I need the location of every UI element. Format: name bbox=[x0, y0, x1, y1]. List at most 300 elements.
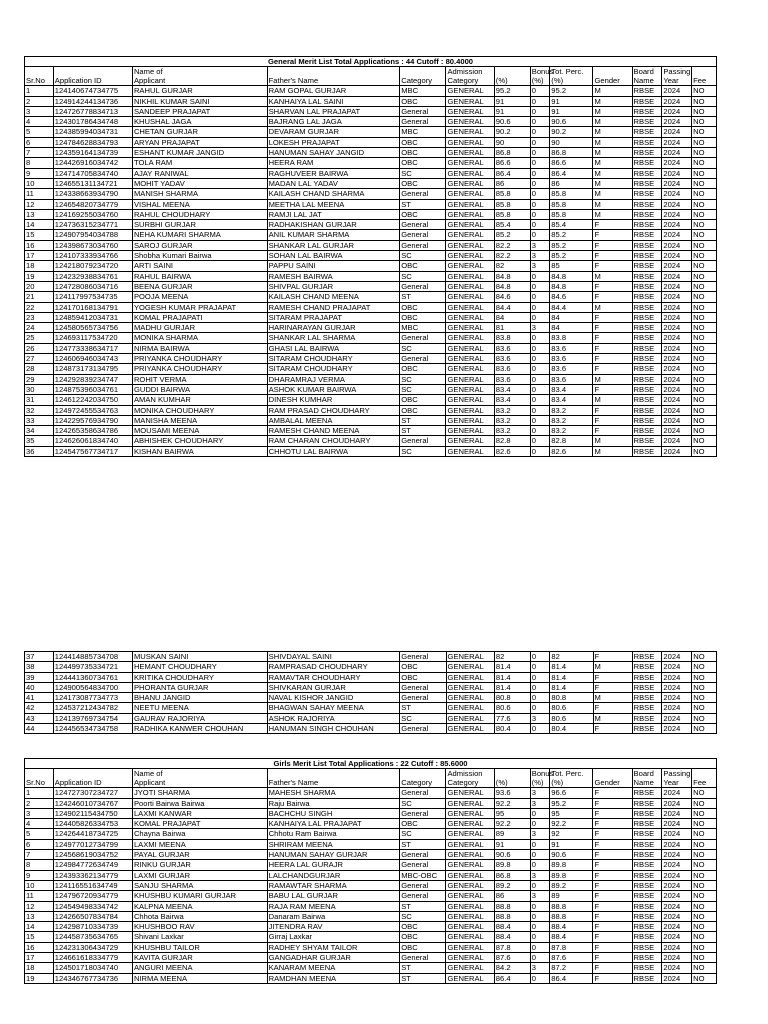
cell-board-name: RBSE bbox=[632, 415, 662, 425]
cell-application-id: 124232938834761 bbox=[53, 271, 132, 281]
cell-board-name: RBSE bbox=[632, 932, 662, 942]
cell-category: OBC bbox=[400, 942, 446, 952]
cell-board-name: RBSE bbox=[632, 189, 662, 199]
cell-passing-year: 2024 bbox=[662, 292, 692, 302]
cell-bonus: 0 bbox=[530, 839, 550, 849]
cell-total-percent: 91 bbox=[550, 106, 593, 116]
cell-total-percent: 80.6 bbox=[550, 703, 593, 713]
cell-admission-category: GENERAL bbox=[446, 798, 494, 808]
cell-sr-no: 28 bbox=[25, 364, 54, 374]
cell-admission-category: GENERAL bbox=[446, 436, 494, 446]
cell-admission-category: GENERAL bbox=[446, 860, 494, 870]
cell-gender: F bbox=[593, 973, 632, 983]
cell-fee: NO bbox=[692, 251, 717, 261]
cell-fee: NO bbox=[692, 354, 717, 364]
cell-category: General bbox=[400, 106, 446, 116]
cell-father-name: BACHCHU SINGH bbox=[267, 808, 400, 818]
col-fee: Fee bbox=[692, 67, 717, 86]
cell-percent: 83.2 bbox=[494, 405, 530, 415]
table-row bbox=[25, 220, 717, 230]
cell-application-id: 124229576934790 bbox=[53, 415, 132, 425]
cell-gender: M bbox=[593, 395, 632, 405]
cell-gender: F bbox=[593, 932, 632, 942]
col-sr-no: Sr.No bbox=[25, 769, 54, 788]
cell-total-percent: 84.4 bbox=[550, 302, 593, 312]
cell-total-percent: 85.2 bbox=[550, 230, 593, 240]
cell-applicant-name: ROHIT VERMA bbox=[132, 374, 267, 384]
table-row bbox=[25, 302, 717, 312]
cell-bonus: 0 bbox=[530, 117, 550, 127]
table-row bbox=[25, 891, 717, 901]
cell-category: SC bbox=[400, 911, 446, 921]
cell-applicant-name: MOUSAMI MEENA bbox=[132, 426, 267, 436]
cell-bonus: 0 bbox=[530, 271, 550, 281]
cell-admission-category: GENERAL bbox=[446, 323, 494, 333]
cell-fee: NO bbox=[692, 117, 717, 127]
cell-passing-year: 2024 bbox=[662, 395, 692, 405]
col-percent: (%) bbox=[494, 769, 530, 788]
cell-category: General bbox=[400, 117, 446, 127]
table-row bbox=[25, 850, 717, 860]
cell-total-percent: 86 bbox=[550, 178, 593, 188]
cell-applicant-name: PRIYANKA CHOUDHARY bbox=[132, 364, 267, 374]
cell-board-name: RBSE bbox=[632, 829, 662, 839]
cell-father-name: RAMESH BAIRWA bbox=[267, 271, 400, 281]
cell-admission-category: GENERAL bbox=[446, 106, 494, 116]
cell-admission-category: GENERAL bbox=[446, 901, 494, 911]
cell-application-id: 124441360734761 bbox=[53, 672, 132, 682]
cell-passing-year: 2024 bbox=[662, 911, 692, 921]
table-row bbox=[25, 652, 717, 662]
cell-bonus: 3 bbox=[530, 829, 550, 839]
cell-gender: M bbox=[593, 662, 632, 672]
cell-bonus: 0 bbox=[530, 932, 550, 942]
cell-total-percent: 86.6 bbox=[550, 158, 593, 168]
cell-application-id: 124626061834740 bbox=[53, 436, 132, 446]
table-row bbox=[25, 662, 717, 672]
cell-applicant-name: ARYAN PRAJAPAT bbox=[132, 137, 267, 147]
cell-gender: F bbox=[593, 220, 632, 230]
cell-board-name: RBSE bbox=[632, 713, 662, 723]
cell-percent: 82.6 bbox=[494, 446, 530, 456]
cell-gender: M bbox=[593, 178, 632, 188]
cell-sr-no: 20 bbox=[25, 281, 54, 291]
cell-total-percent: 85.2 bbox=[550, 251, 593, 261]
cell-total-percent: 90.2 bbox=[550, 127, 593, 137]
cell-admission-category: GENERAL bbox=[446, 199, 494, 209]
cell-application-id: 124612242034750 bbox=[53, 395, 132, 405]
cell-gender: M bbox=[593, 189, 632, 199]
cell-bonus: 3 bbox=[530, 251, 550, 261]
cell-bonus: 3 bbox=[530, 788, 550, 798]
cell-admission-category: GENERAL bbox=[446, 354, 494, 364]
cell-total-percent: 83.2 bbox=[550, 405, 593, 415]
cell-passing-year: 2024 bbox=[662, 127, 692, 137]
cell-application-id: 124914244134736 bbox=[53, 96, 132, 106]
cell-bonus: 0 bbox=[530, 953, 550, 963]
cell-gender: F bbox=[593, 230, 632, 240]
cell-father-name: RAM CHARAN CHOUDHARY bbox=[267, 436, 400, 446]
cell-passing-year: 2024 bbox=[662, 436, 692, 446]
cell-father-name: Raju Bairwa bbox=[267, 798, 400, 808]
cell-father-name: SHANKAR LAL GURJAR bbox=[267, 240, 400, 250]
cell-admission-category: GENERAL bbox=[446, 426, 494, 436]
cell-total-percent: 88.8 bbox=[550, 911, 593, 921]
cell-fee: NO bbox=[692, 230, 717, 240]
cell-passing-year: 2024 bbox=[662, 405, 692, 415]
cell-application-id: 124292839234747 bbox=[53, 374, 132, 384]
cell-percent: 95 bbox=[494, 808, 530, 818]
cell-percent: 84 bbox=[494, 312, 530, 322]
cell-gender: M bbox=[593, 148, 632, 158]
cell-percent: 95.2 bbox=[494, 86, 530, 96]
col-application-id: Application ID bbox=[53, 67, 132, 86]
cell-applicant-name: CHETAN GURJAR bbox=[132, 127, 267, 137]
cell-passing-year: 2024 bbox=[662, 446, 692, 456]
cell-percent: 88.4 bbox=[494, 922, 530, 932]
cell-applicant-name: KRITIKA CHOUDHARY bbox=[132, 672, 267, 682]
cell-sr-no: 16 bbox=[25, 942, 54, 952]
cell-father-name: SHIVDAYAL SAINI bbox=[267, 652, 400, 662]
cell-board-name: RBSE bbox=[632, 911, 662, 921]
table-row bbox=[25, 911, 717, 921]
cell-total-percent: 95.2 bbox=[550, 798, 593, 808]
cell-fee: NO bbox=[692, 158, 717, 168]
cell-father-name: KANARAM MEENA bbox=[267, 963, 400, 973]
cell-father-name: Danaram Bairwa bbox=[267, 911, 400, 921]
cell-bonus: 3 bbox=[530, 891, 550, 901]
cell-fee: NO bbox=[692, 808, 717, 818]
cell-passing-year: 2024 bbox=[662, 220, 692, 230]
table-row bbox=[25, 117, 717, 127]
cell-category: MBC bbox=[400, 86, 446, 96]
table-row bbox=[25, 137, 717, 147]
cell-board-name: RBSE bbox=[632, 251, 662, 261]
cell-gender: M bbox=[593, 713, 632, 723]
cell-category: General bbox=[400, 682, 446, 692]
cell-bonus: 0 bbox=[530, 703, 550, 713]
cell-bonus: 0 bbox=[530, 395, 550, 405]
cell-passing-year: 2024 bbox=[662, 323, 692, 333]
cell-sr-no: 8 bbox=[25, 158, 54, 168]
cell-board-name: RBSE bbox=[632, 86, 662, 96]
cell-fee: NO bbox=[692, 384, 717, 394]
cell-sr-no: 12 bbox=[25, 199, 54, 209]
cell-bonus: 0 bbox=[530, 880, 550, 890]
cell-sr-no: 1 bbox=[25, 86, 54, 96]
cell-father-name: RADHAKISHAN GURJAR bbox=[267, 220, 400, 230]
cell-applicant-name: KISHAN BAIRWA bbox=[132, 446, 267, 456]
cell-sr-no: 7 bbox=[25, 850, 54, 860]
cell-fee: NO bbox=[692, 870, 717, 880]
cell-bonus: 0 bbox=[530, 901, 550, 911]
cell-applicant-name: KHUSHBU KUMARI GURJAR bbox=[132, 891, 267, 901]
cell-total-percent: 83.6 bbox=[550, 354, 593, 364]
cell-passing-year: 2024 bbox=[662, 662, 692, 672]
cell-board-name: RBSE bbox=[632, 973, 662, 983]
cell-admission-category: GENERAL bbox=[446, 932, 494, 942]
cell-total-percent: 85.8 bbox=[550, 189, 593, 199]
cell-applicant-name: Chayna Bairwa bbox=[132, 829, 267, 839]
cell-bonus: 0 bbox=[530, 209, 550, 219]
table-row bbox=[25, 158, 717, 168]
cell-father-name: HANUMAN SAHAY JANGID bbox=[267, 148, 400, 158]
cell-father-name: SITARAM CHOUDHARY bbox=[267, 364, 400, 374]
cell-gender: M bbox=[593, 446, 632, 456]
cell-fee: NO bbox=[692, 891, 717, 901]
cell-gender: F bbox=[593, 672, 632, 682]
cell-admission-category: GENERAL bbox=[446, 158, 494, 168]
cell-applicant-name: KHUSHAL JAGA bbox=[132, 117, 267, 127]
cell-applicant-name: LAXMI MEENA bbox=[132, 839, 267, 849]
cell-father-name: DEVARAM GURJAR bbox=[267, 127, 400, 137]
cell-application-id: 124170168134791 bbox=[53, 302, 132, 312]
cell-fee: NO bbox=[692, 178, 717, 188]
table-row bbox=[25, 880, 717, 890]
cell-percent: 93.6 bbox=[494, 788, 530, 798]
cell-sr-no: 1 bbox=[25, 788, 54, 798]
table-row bbox=[25, 333, 717, 343]
cell-category: MBC bbox=[400, 127, 446, 137]
cell-board-name: RBSE bbox=[632, 168, 662, 178]
cell-percent: 77.6 bbox=[494, 713, 530, 723]
cell-board-name: RBSE bbox=[632, 354, 662, 364]
cell-board-name: RBSE bbox=[632, 199, 662, 209]
cell-applicant-name: NEETU MEENA bbox=[132, 703, 267, 713]
cell-total-percent: 80.6 bbox=[550, 713, 593, 723]
cell-category: General bbox=[400, 953, 446, 963]
cell-gender: M bbox=[593, 436, 632, 446]
cell-gender: F bbox=[593, 426, 632, 436]
cell-category: General bbox=[400, 333, 446, 343]
cell-percent: 81.4 bbox=[494, 662, 530, 672]
col-passing-year: Passing Year bbox=[663, 67, 691, 86]
cell-sr-no: 16 bbox=[25, 240, 54, 250]
cell-category: ST bbox=[400, 426, 446, 436]
table-row bbox=[25, 168, 717, 178]
cell-category: SC bbox=[400, 713, 446, 723]
cell-father-name: LALCHANDGURJAR bbox=[267, 870, 400, 880]
cell-bonus: 3 bbox=[530, 798, 550, 808]
cell-total-percent: 91 bbox=[550, 839, 593, 849]
cell-application-id: 124537212434782 bbox=[53, 703, 132, 713]
cell-fee: NO bbox=[692, 901, 717, 911]
cell-admission-category: GENERAL bbox=[446, 415, 494, 425]
cell-fee: NO bbox=[692, 860, 717, 870]
cell-bonus: 0 bbox=[530, 693, 550, 703]
table-row bbox=[25, 788, 717, 798]
girls-merit-title: Girls Merit List Total Applications : 22 Cutoff : 85.6000 bbox=[25, 759, 717, 769]
cell-admission-category: GENERAL bbox=[446, 808, 494, 818]
cell-gender: M bbox=[593, 86, 632, 96]
cell-gender: F bbox=[593, 880, 632, 890]
cell-percent: 91 bbox=[494, 839, 530, 849]
table-row bbox=[25, 312, 717, 322]
cell-bonus: 0 bbox=[530, 178, 550, 188]
cell-percent: 88.8 bbox=[494, 911, 530, 921]
col-passing-year: Passing Year bbox=[663, 769, 691, 788]
cell-admission-category: GENERAL bbox=[446, 96, 494, 106]
cell-percent: 81.4 bbox=[494, 682, 530, 692]
cell-father-name: HEERA LAL GURAJR bbox=[267, 860, 400, 870]
cell-bonus: 0 bbox=[530, 158, 550, 168]
cell-category: General bbox=[400, 281, 446, 291]
cell-percent: 82 bbox=[494, 261, 530, 271]
cell-passing-year: 2024 bbox=[662, 261, 692, 271]
cell-applicant-name: ESHANT KUMAR JANGID bbox=[132, 148, 267, 158]
cell-fee: NO bbox=[692, 271, 717, 281]
cell-total-percent: 81.4 bbox=[550, 672, 593, 682]
cell-passing-year: 2024 bbox=[662, 682, 692, 692]
cell-gender: M bbox=[593, 374, 632, 384]
cell-gender: F bbox=[593, 323, 632, 333]
cell-gender: F bbox=[593, 808, 632, 818]
cell-father-name: JITENDRA RAV bbox=[267, 922, 400, 932]
cell-percent: 82.8 bbox=[494, 436, 530, 446]
cell-total-percent: 83.2 bbox=[550, 415, 593, 425]
cell-applicant-name: HEMANT CHOUDHARY bbox=[132, 662, 267, 672]
cell-fee: NO bbox=[692, 724, 717, 734]
cell-gender: F bbox=[593, 798, 632, 808]
cell-percent: 90.2 bbox=[494, 127, 530, 137]
table-row bbox=[25, 973, 717, 983]
cell-passing-year: 2024 bbox=[662, 189, 692, 199]
cell-admission-category: GENERAL bbox=[446, 839, 494, 849]
cell-sr-no: 18 bbox=[25, 963, 54, 973]
cell-category: MBC bbox=[400, 323, 446, 333]
cell-passing-year: 2024 bbox=[662, 168, 692, 178]
col-father-name: Father's Name bbox=[267, 67, 400, 86]
cell-application-id: 124773338634717 bbox=[53, 343, 132, 353]
cell-bonus: 0 bbox=[530, 86, 550, 96]
cell-passing-year: 2024 bbox=[662, 106, 692, 116]
cell-sr-no: 30 bbox=[25, 384, 54, 394]
cell-percent: 86 bbox=[494, 891, 530, 901]
cell-board-name: RBSE bbox=[632, 137, 662, 147]
cell-father-name: MEETHA LAL MEENA bbox=[267, 199, 400, 209]
cell-bonus: 0 bbox=[530, 415, 550, 425]
cell-application-id: 124984772634749 bbox=[53, 860, 132, 870]
cell-percent: 89.8 bbox=[494, 860, 530, 870]
cell-bonus: 0 bbox=[530, 302, 550, 312]
cell-category: General bbox=[400, 436, 446, 446]
cell-fee: NO bbox=[692, 168, 717, 178]
cell-board-name: RBSE bbox=[632, 333, 662, 343]
cell-passing-year: 2024 bbox=[662, 374, 692, 384]
cell-gender: F bbox=[593, 251, 632, 261]
cell-fee: NO bbox=[692, 703, 717, 713]
cell-percent: 83.2 bbox=[494, 426, 530, 436]
cell-father-name: SHRIRAM MEENA bbox=[267, 839, 400, 849]
cell-fee: NO bbox=[692, 446, 717, 456]
cell-gender: M bbox=[593, 117, 632, 127]
table-row bbox=[25, 426, 717, 436]
cell-father-name: RAJA RAM MEENA bbox=[267, 901, 400, 911]
cell-percent: 91 bbox=[494, 96, 530, 106]
cell-gender: F bbox=[593, 682, 632, 692]
cell-passing-year: 2024 bbox=[662, 870, 692, 880]
cell-bonus: 0 bbox=[530, 436, 550, 446]
table-row bbox=[25, 860, 717, 870]
cell-gender: M bbox=[593, 106, 632, 116]
cell-admission-category: GENERAL bbox=[446, 189, 494, 199]
cell-gender: M bbox=[593, 127, 632, 137]
cell-category: General bbox=[400, 724, 446, 734]
cell-fee: NO bbox=[692, 415, 717, 425]
cell-bonus: 0 bbox=[530, 189, 550, 199]
cell-total-percent: 88.4 bbox=[550, 932, 593, 942]
cell-board-name: RBSE bbox=[632, 302, 662, 312]
cell-gender: M bbox=[593, 693, 632, 703]
cell-fee: NO bbox=[692, 829, 717, 839]
cell-admission-category: GENERAL bbox=[446, 333, 494, 343]
cell-category: SC bbox=[400, 374, 446, 384]
cell-passing-year: 2024 bbox=[662, 384, 692, 394]
cell-percent: 88.4 bbox=[494, 932, 530, 942]
cell-bonus: 0 bbox=[530, 199, 550, 209]
cell-fee: NO bbox=[692, 364, 717, 374]
cell-applicant-name: NIRMA MEENA bbox=[132, 973, 267, 983]
cell-sr-no: 11 bbox=[25, 189, 54, 199]
cell-passing-year: 2024 bbox=[662, 652, 692, 662]
cell-father-name: Girraj Laxkar bbox=[267, 932, 400, 942]
cell-category: General bbox=[400, 693, 446, 703]
table-row bbox=[25, 932, 717, 942]
cell-category: ST bbox=[400, 901, 446, 911]
cell-board-name: RBSE bbox=[632, 230, 662, 240]
cell-board-name: RBSE bbox=[632, 96, 662, 106]
cell-gender: F bbox=[593, 405, 632, 415]
cell-board-name: RBSE bbox=[632, 808, 662, 818]
cell-gender: F bbox=[593, 415, 632, 425]
cell-sr-no: 26 bbox=[25, 343, 54, 353]
cell-bonus: 3 bbox=[530, 963, 550, 973]
cell-board-name: RBSE bbox=[632, 901, 662, 911]
cell-category: General bbox=[400, 880, 446, 890]
cell-father-name: RAMAWTAR SHARMA bbox=[267, 880, 400, 890]
cell-passing-year: 2024 bbox=[662, 158, 692, 168]
table-row bbox=[25, 106, 717, 116]
cell-board-name: RBSE bbox=[632, 880, 662, 890]
cell-passing-year: 2024 bbox=[662, 415, 692, 425]
cell-application-id: 124116551634749 bbox=[53, 880, 132, 890]
cell-application-id: 124655131134721 bbox=[53, 178, 132, 188]
cell-total-percent: 84.8 bbox=[550, 271, 593, 281]
table-row bbox=[25, 251, 717, 261]
cell-father-name: BABU LAL GURJAR bbox=[267, 891, 400, 901]
cell-gender: F bbox=[593, 652, 632, 662]
cell-gender: M bbox=[593, 96, 632, 106]
cell-father-name: RAM PRASAD CHOUDHARY bbox=[267, 405, 400, 415]
cell-percent: 90.6 bbox=[494, 850, 530, 860]
cell-applicant-name: LAXMI GURJAR bbox=[132, 870, 267, 880]
cell-passing-year: 2024 bbox=[662, 973, 692, 983]
cell-applicant-name: LAXMI KANWAR bbox=[132, 808, 267, 818]
cell-category: OBC bbox=[400, 662, 446, 672]
cell-application-id: 124727307234727 bbox=[53, 788, 132, 798]
cell-gender: F bbox=[593, 953, 632, 963]
cell-applicant-name: ANGURI MEENA bbox=[132, 963, 267, 973]
cell-percent: 84.2 bbox=[494, 963, 530, 973]
cell-board-name: RBSE bbox=[632, 106, 662, 116]
table-row bbox=[25, 96, 717, 106]
cell-sr-no: 10 bbox=[25, 880, 54, 890]
cell-application-id: 124547567734717 bbox=[53, 446, 132, 456]
table-row bbox=[25, 86, 717, 96]
cell-application-id: 124875396034761 bbox=[53, 384, 132, 394]
cell-father-name: DINESH KUMHAR bbox=[267, 395, 400, 405]
table-row bbox=[25, 148, 717, 158]
